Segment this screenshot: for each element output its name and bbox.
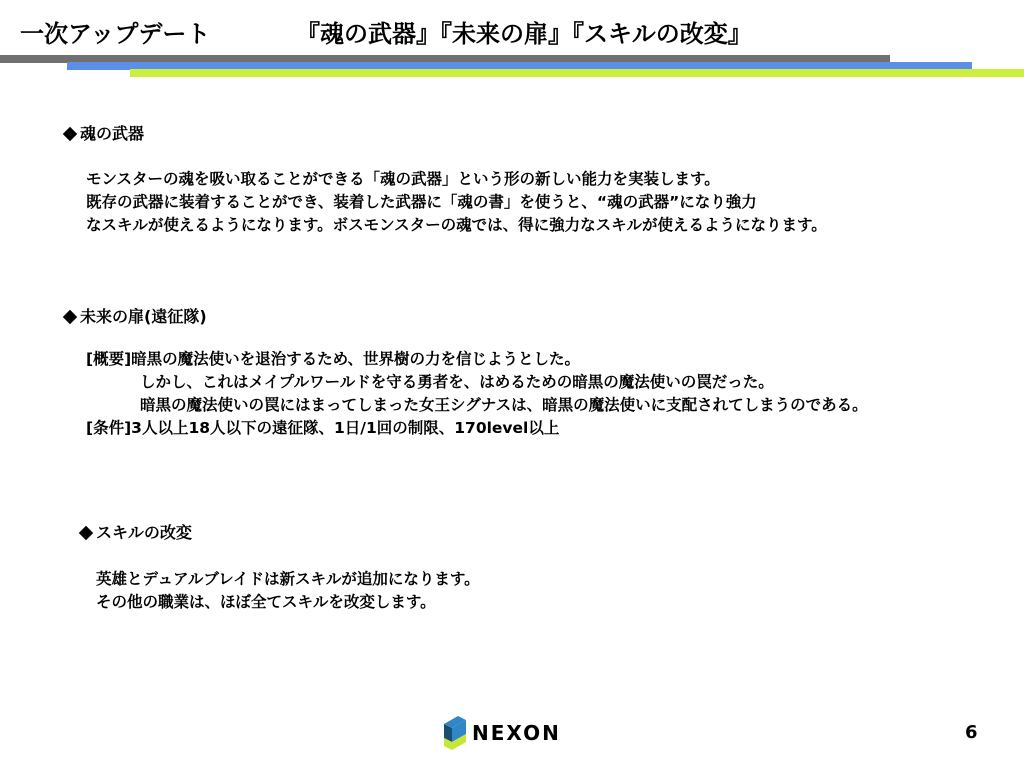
bullet-diamond-icon: [79, 526, 93, 540]
nexon-logo: [444, 716, 561, 750]
logo-wordmark: NEXON: [472, 721, 561, 745]
section-title-soul-weapon: 魂の武器: [64, 121, 144, 144]
section-title-skill-revision: スキルの改変: [80, 520, 192, 543]
body-line: しかし、これはメイプルワールドを守る勇者を、はめるための暗黒の魔法使いの罠だった。: [140, 373, 774, 391]
page-number: 6: [965, 722, 978, 743]
section-body-soul-weapon: [86, 168, 827, 237]
body-line: その他の職業は、ほぼ全てスキルを改変します。: [96, 593, 436, 611]
slide-subtitle: 一次アップデート: [20, 20, 211, 48]
nexon-cube-icon: [444, 716, 466, 750]
body-line: 暗黒の魔法使いの罠にはまってしまった女王シグナスは、暗黒の魔法使いに支配されてしまうのである。: [140, 396, 868, 414]
bullet-diamond-icon: [63, 310, 77, 324]
body-line: 英雄とデュアルブレイドは新スキルが追加になります。: [96, 570, 480, 588]
body-line: [条件]3人以上18人以下の遠征隊、1日/1回の制限、170level以上: [86, 419, 560, 437]
body-line: 既存の武器に装着することができ、装着した武器に「魂の書」を使うと、“魂の武器”になり強力: [86, 193, 757, 211]
body-line: モンスターの魂を吸い取ることができる「魂の武器」という形の新しい能力を実装します。: [86, 170, 720, 188]
bullet-diamond-icon: [63, 127, 77, 141]
slide-title: 『魂の武器』『未来の扉』『スキルの改変』: [296, 20, 752, 48]
section-body-skill-revision: [96, 568, 480, 614]
body-line: [概要]暗黒の魔法使いを退治するため、世界樹の力を信じようとした。: [86, 350, 581, 368]
section-body-future-door: [86, 348, 868, 440]
header-divider-green: [130, 69, 1024, 77]
section-title-future-door: 未来の扉(遠征隊): [64, 304, 207, 327]
body-line: なスキルが使えるようになります。ボスモンスターの魂では、得に強力なスキルが使えるようになります。: [86, 216, 827, 234]
